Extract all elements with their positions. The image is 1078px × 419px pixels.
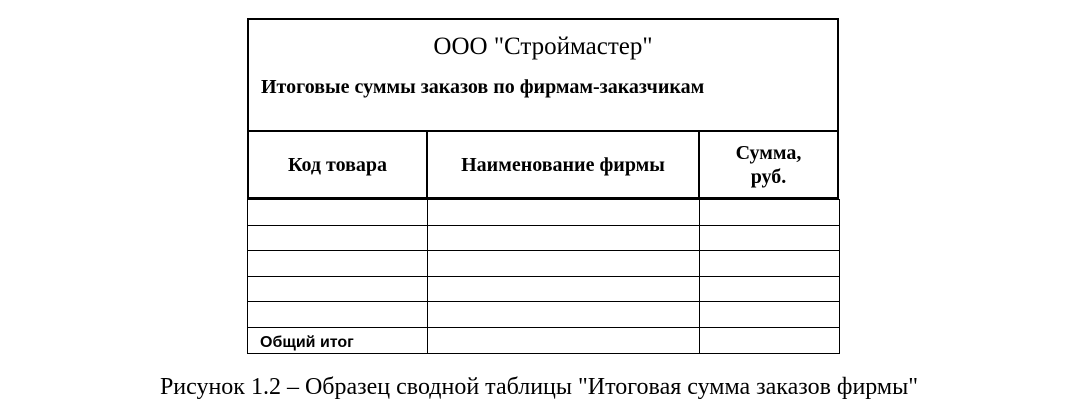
table-cell (700, 302, 840, 328)
table-cell (700, 200, 840, 226)
table-cell (428, 276, 700, 302)
company-name: ООО "Строймастер" (433, 33, 653, 60)
table-cell (700, 276, 840, 302)
table-cell (700, 327, 840, 353)
table-row (248, 251, 840, 277)
table-cell (248, 276, 428, 302)
column-header-sum-label: Сумма, руб. (735, 141, 802, 188)
table-cell (700, 251, 840, 277)
table-cell (248, 225, 428, 251)
table-cell (428, 327, 700, 353)
table-cell (700, 225, 840, 251)
table-cell (428, 200, 700, 226)
table-cell (428, 251, 700, 277)
column-header-product-code: Код товара (247, 130, 428, 199)
total-row (248, 327, 840, 353)
table-row (248, 225, 840, 251)
column-header-sum (698, 130, 839, 199)
figure-caption: Рисунок 1.2 – Образец сводной таблицы "Итоговая сумма заказов фирмы" (159, 374, 919, 400)
table-cell (428, 302, 700, 328)
report-subtitle: Итоговые суммы заказов по фирмам-заказчикам (261, 76, 705, 98)
table-cell (248, 251, 428, 277)
table-cell (428, 225, 700, 251)
column-header-company-name: Наименование фирмы (426, 130, 700, 199)
table-row (248, 200, 840, 226)
table-row (248, 302, 840, 328)
data-grid (247, 199, 840, 354)
table-row (248, 276, 840, 302)
table-cell (248, 200, 428, 226)
table-cell (248, 302, 428, 328)
pivot-table-report (247, 18, 839, 359)
total-label: Общий итог (248, 327, 428, 353)
report-header (247, 18, 839, 132)
